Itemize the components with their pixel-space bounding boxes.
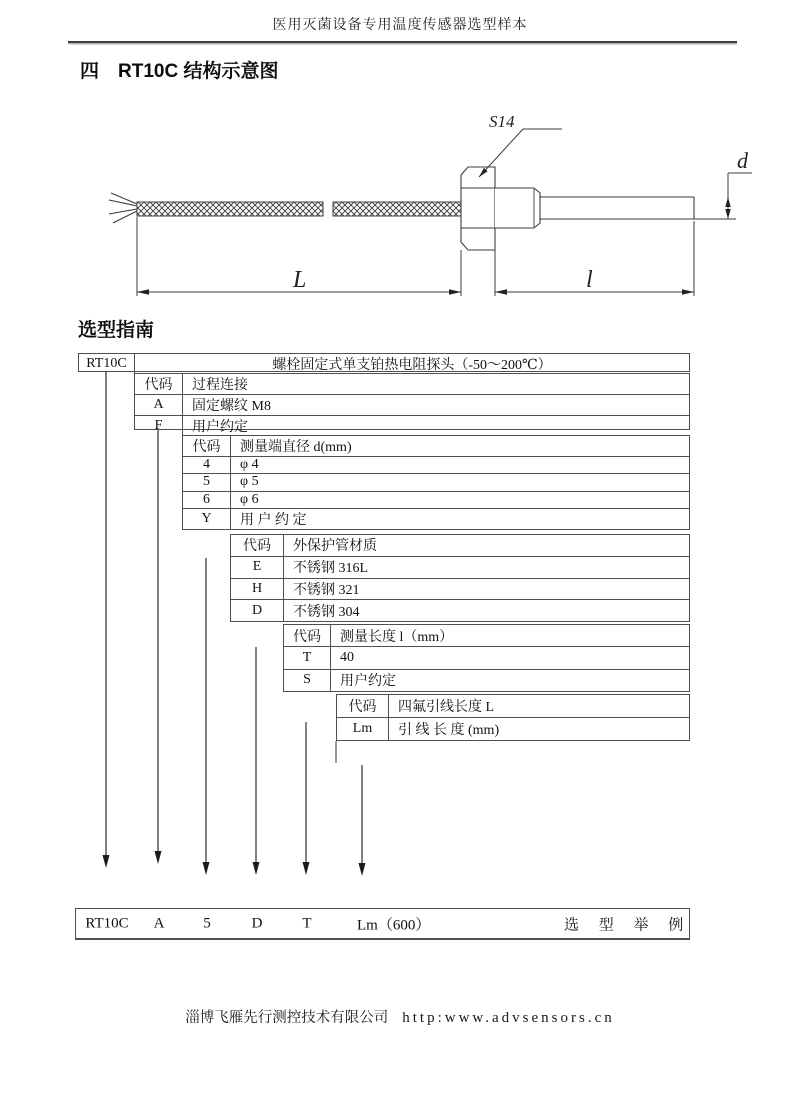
section-measuring-length	[283, 624, 690, 692]
arrowheads	[103, 851, 366, 876]
table-row: 代码 测量长度 l（mm）	[284, 625, 689, 646]
table-row: 代码 过程连接	[135, 374, 689, 394]
section-lead-length	[336, 694, 690, 741]
table-row: 代码 四氟引线长度 L	[337, 695, 689, 717]
table-row: Lm 引 线 长 度 (mm)	[337, 717, 689, 740]
section-process-connection	[134, 373, 690, 435]
example-code: A	[153, 915, 165, 931]
example-code: Lm（600）	[357, 917, 431, 933]
hex-nut	[461, 167, 495, 250]
example-code: T	[302, 915, 312, 931]
probe-tube	[540, 197, 694, 219]
thread-section	[495, 188, 540, 228]
model-desc: 螺栓固定式单支铂热电阻探头（-50～200℃）	[272, 358, 552, 373]
s14-label: S14	[489, 112, 515, 131]
ordering-example-box	[75, 908, 690, 940]
table-row: 5 φ 5	[183, 473, 689, 490]
example-code: RT10C	[85, 915, 129, 931]
table-row: S 用户约定	[284, 669, 689, 691]
d-label: d	[737, 148, 748, 173]
example-code: 5	[203, 915, 211, 931]
L-label: L	[293, 267, 307, 293]
footer-url: http:www.advsensors.cn	[402, 1010, 615, 1026]
dimension-d	[694, 148, 752, 219]
selection-guide-title: 选型指南	[78, 320, 155, 341]
dimension-l	[495, 221, 694, 296]
cable-braid	[137, 202, 461, 216]
table-row: 代码 测量端直径 d(mm)	[183, 436, 689, 456]
table-row: D 不锈钢 304	[231, 599, 689, 621]
model-code: RT10C	[79, 354, 135, 374]
s14-callout	[479, 112, 562, 177]
dimension-L	[137, 217, 461, 296]
table-row: 代码 外保护管材质	[231, 535, 689, 556]
header-rule	[68, 41, 737, 43]
section-tip-diameter	[182, 435, 690, 530]
footer-company: 淄博飞雁先行测控技术有限公司	[185, 1010, 389, 1026]
page-footer	[0, 1006, 800, 1027]
table-row: A 固定螺纹 M8	[135, 394, 689, 415]
document-header: 医用灭菌设备专用温度传感器选型样本	[272, 18, 528, 33]
example-label: 选 型 举 例	[564, 917, 692, 933]
table-row: Y 用 户 约 定	[183, 508, 689, 529]
example-code: D	[251, 915, 263, 931]
page-title: 四 RT10C 结构示意图	[80, 61, 279, 82]
section-sheath-material	[230, 534, 690, 622]
table-row: 4 φ 4	[183, 456, 689, 473]
lead-wires-icon	[109, 193, 137, 223]
table-row: 6 φ 6	[183, 491, 689, 508]
l-label: l	[586, 267, 593, 293]
structure-diagram	[0, 100, 800, 310]
table-row: T 40	[284, 646, 689, 668]
table-row: E 不锈钢 316L	[231, 556, 689, 578]
model-row	[78, 353, 690, 372]
table-row: H 不锈钢 321	[231, 578, 689, 600]
table-row: F 用户约定	[135, 415, 689, 436]
